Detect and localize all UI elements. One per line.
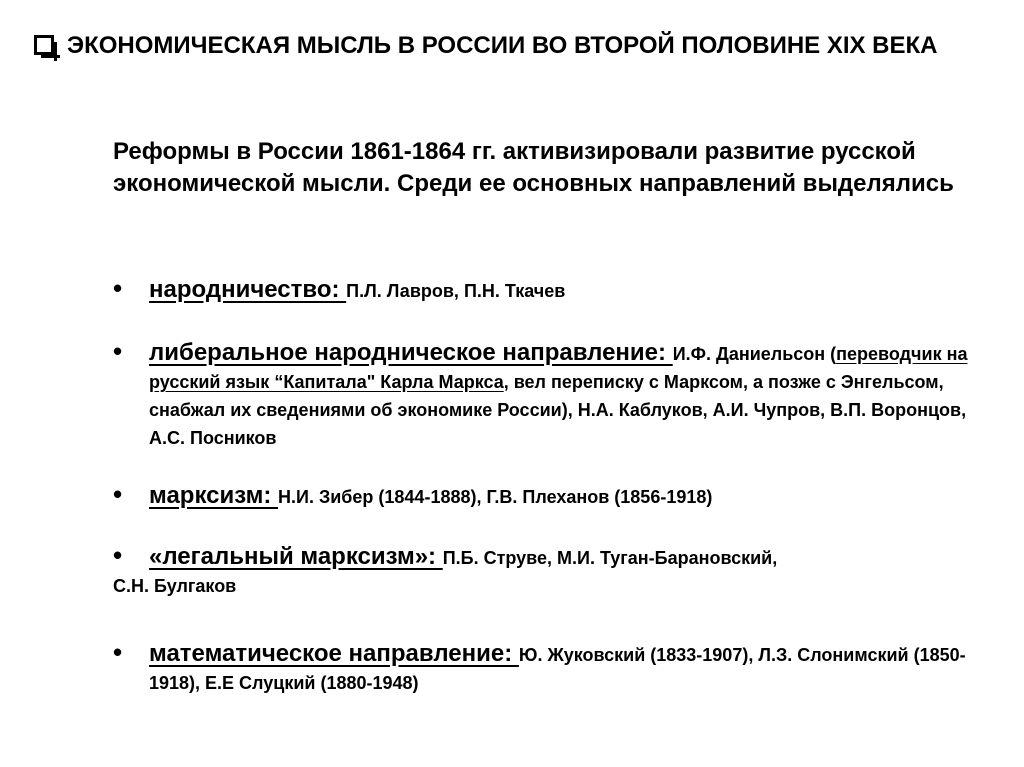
item-term: народничество: — [149, 276, 347, 303]
item-text-underlined: переводчик на русский язык “Капитала" Карла Маркса — [149, 344, 968, 392]
list-item-marxism — [113, 479, 993, 511]
bullet-icon: • — [113, 336, 123, 366]
list-item-mathematical — [113, 637, 993, 697]
title-row — [34, 30, 994, 62]
item-text: П.Л. Лавров, П.Н. Ткачев — [346, 281, 566, 301]
list-item-liberal-narodnichestvo — [113, 336, 993, 452]
intro-paragraph: Реформы в России 1861-1864 гг. активизировали развитие русской экономической мысли. Среди ее основных направлений выделялись — [113, 138, 954, 197]
item-text: П.Б. Струве, М.И. Туган-Барановский, — [442, 548, 778, 568]
bullet-icon: • — [113, 479, 123, 509]
item-text-continued: С.Н. Булгаков — [113, 576, 237, 596]
list-item-narodnichestvo — [113, 273, 993, 305]
list-item-legal-marxism — [113, 540, 993, 600]
item-text-continued: , вел переписку с Марксом, а позже с Энгельсом, снабжал их сведениями об экономике России), Н.А. Каблуков, А.И. Чупров, В.П. Воронцов, А.С. Посников — [149, 372, 967, 448]
item-text: Н.И. Зибер (1844-1888), Г.В. Плеханов (1856-1918) — [278, 487, 713, 507]
item-term: математическое направление: — [149, 640, 519, 667]
item-term: «легальный марксизм»: — [149, 543, 443, 570]
bullet-icon: • — [113, 540, 123, 570]
bullet-icon: • — [113, 273, 123, 303]
page-title: ЭКОНОМИЧЕСКАЯ МЫСЛЬ В РОССИИ ВО ВТОРОЙ ПОЛОВИНЕ XIX ВЕКА — [67, 32, 938, 59]
checkbox-bullet-icon — [34, 35, 54, 55]
item-term: либеральное народническое направление: — [149, 339, 673, 366]
item-text: И.Ф. Даниельсон ( — [672, 344, 837, 364]
item-text: Ю. Жуковский (1833-1907), Л.З. Слонимский (1850-1918), Е.Е Слуцкий (1880-1948) — [149, 645, 966, 693]
item-term: марксизм: — [149, 482, 278, 509]
bullet-icon: • — [113, 637, 123, 667]
